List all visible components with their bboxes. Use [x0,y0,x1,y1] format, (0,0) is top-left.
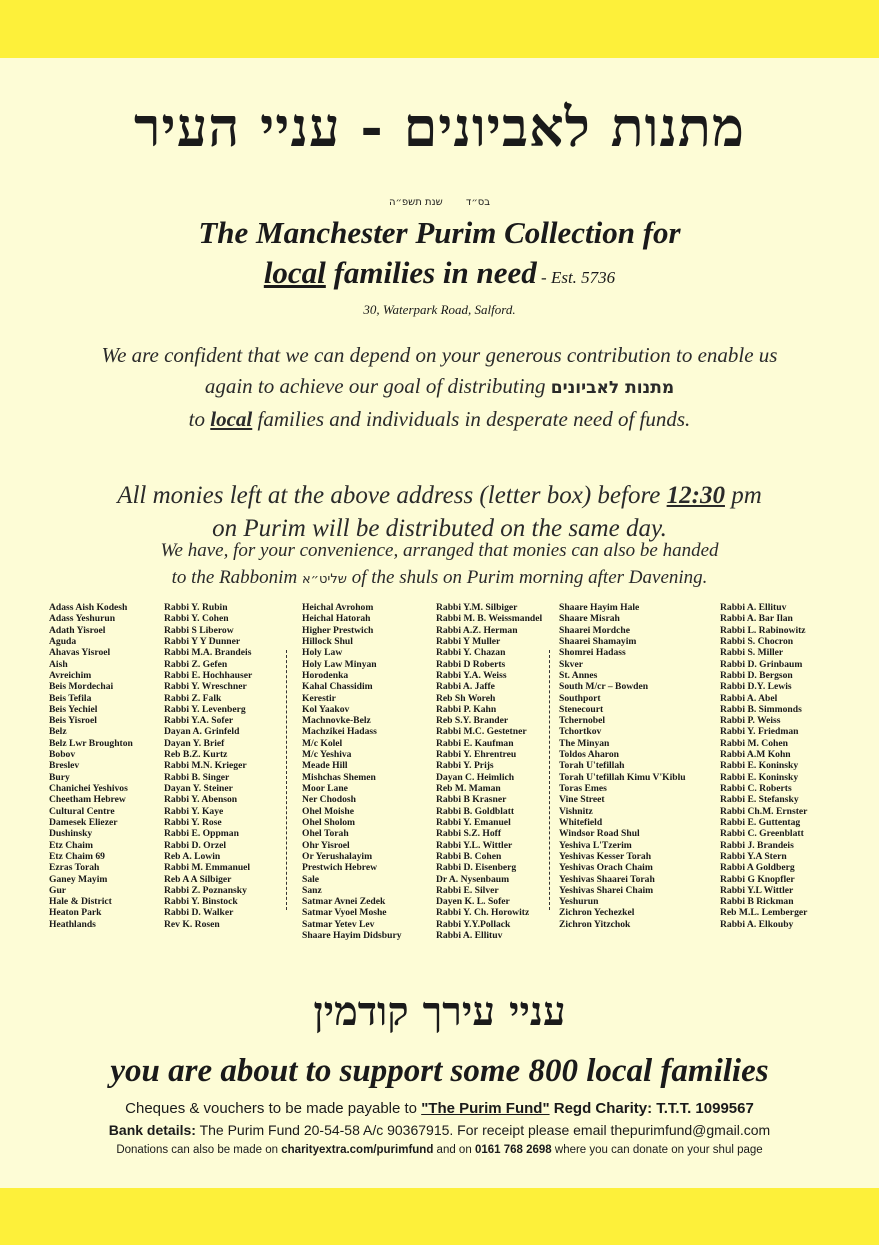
deadline-line-1 [40,479,839,512]
list-item: Rabbi Y. Rubin [164,602,228,613]
address: 30, Waterpark Road, Salford. [363,302,516,317]
list-item: Higher Prestwich [302,624,374,636]
list-item: Rabbi Y Muller [436,635,501,647]
list-item: Heathlands [49,918,96,930]
title-local: local [263,255,326,290]
list-item: Rabbi D. Grinbaum [720,658,803,670]
deadline-line-1-end: pm [724,482,762,509]
convenience-line-2-rest: of the shuls on Purim morning after Davening. [346,567,708,588]
list-item: Rabbi E. Silver [436,884,499,896]
list-item: Reb A A Silbiger [164,873,232,885]
list-item: Zichron Yechezkel [559,907,635,919]
list-item: Rabbi Y. Wreschner [164,681,247,693]
list-item: Adass Aish Kodesh [49,602,128,613]
list-item: Rabbi Y. Kaye [164,805,224,817]
intro-line-1: We are confident that we can depend on your generous contribution to enable us [101,343,778,367]
donate-start: Donations can also be made on [116,1144,282,1156]
list-item: Dayan C. Heimlich [436,771,515,783]
intro-line-3 [40,404,839,435]
list-item: Vishnitz [559,805,593,817]
shul-rabbonim-list [49,602,849,950]
donate-mid: and on [433,1144,475,1156]
list-item: Rabbi Y.Y.Pollack [436,918,511,930]
list-item: Heaton Park [49,907,102,919]
shul-column-1 [49,602,133,930]
list-item: Yeshivas Shaarei Torah [559,873,655,885]
list-item: Rabbi M. B. Weissmandel [436,613,543,625]
list-item: Reb M.L. Lemberger [720,907,808,919]
list-item: Rabbi Y. Binstock [164,896,238,908]
list-item: Zichron Yitzchok [559,918,631,930]
list-item: Rabbi Z. Poznansky [164,884,247,896]
list-item: Rabbi Y.L Wittler [720,884,794,896]
list-item: Dr A. Nysenbaum [436,873,510,885]
list-item: Rabbi Y. Ch. Horowitz [436,907,530,919]
list-item: Dayan Y. Brief [164,737,225,749]
list-item: Rabbi Z. Falk [164,692,222,704]
list-item: Rabbi Y. Emanuel [436,816,511,828]
list-item: Rabbi Y Y Dunner [164,635,241,647]
list-item: Rabbi P. Weiss [720,715,781,727]
list-item: Rabbi Y. Cohen [164,613,229,625]
list-item: Rabbi E. Guttentag [720,816,801,828]
title-est: - Est. 5736 [536,268,616,287]
list-item: Cheetham Hebrew [49,794,126,806]
list-item: Rabbi E. Stefansky [720,794,799,806]
list-item: Rabbi A. Jaffe [436,681,495,693]
bottom-yellow-band [0,1188,879,1245]
list-item: Shaare Misrah [559,613,620,625]
list-item: Rev K. Rosen [164,918,220,930]
list-item: Ohel Sholom [302,816,356,828]
convenience-paragraph [40,537,839,593]
list-item: Rabbi M.C. Gestetner [436,726,527,738]
shul-column-3 [559,602,686,930]
list-item: Rabbi D. Orzel [164,839,227,851]
list-item: Rabbi E. Koninsky [720,771,799,783]
list-item: Adass Yeshurun [49,613,116,625]
intro-paragraph [40,340,839,435]
list-item: Torah U'tefillah Kimu V'Kiblu [559,771,686,783]
list-item: Rabbi A. Abel [720,692,778,704]
list-item: Hale & District [49,896,112,908]
list-item: Rabbi J. Brandeis [720,839,794,851]
list-item: Rabbi E. Oppman [164,828,239,840]
list-item: Aish [49,658,68,670]
list-item: Reb A. Lowin [164,850,221,862]
list-item: Ganey Mayim [49,873,108,885]
convenience-line-1: We have, for your convenience, arranged that monies can also be handed [160,540,719,561]
cheques-line [0,1100,879,1117]
list-item: Damesek Eliezer [49,816,118,828]
list-item: Heichal Hatorah [302,613,371,625]
list-item: Rabbi A. Ellituv [436,930,503,942]
charity-number: Regd Charity: T.T.T. 1099567 [549,1100,754,1117]
list-item: Kol Yaakov [302,703,350,715]
list-item: Ohr Yisroel [302,839,350,851]
list-item: Avreichim [49,669,92,681]
list-item: Rabbi B. Goldblatt [436,805,515,817]
list-item: Rabbi Y.A. Sofer [164,715,234,727]
list-item: The Minyan [559,737,610,749]
hebrew-bsd: בס״ד [465,197,491,208]
list-item: Rabbi A. Ellituv [720,602,787,613]
list-item: Moor Lane [302,783,348,794]
list-item: Satmar Avnei Zedek [302,896,386,908]
list-item: Rabbi S. Chocron [720,635,794,647]
list-item: Ner Chodosh [302,794,356,806]
rabbi-column-2 [436,602,542,941]
list-item: Reb S.Y. Brander [436,715,509,727]
list-item: Rabbi Y.L. Wittler [436,839,513,851]
list-item: Rabbi S.Z. Hoff [436,828,502,840]
list-item: Shaarei Mordche [559,624,630,636]
list-item: Ezras Torah [49,862,100,874]
list-item: Rabbi A Goldberg [720,862,795,874]
intro-line-2 [40,371,839,404]
list-item: Rabbi C. Greenblatt [720,828,804,840]
list-item: Rabbi A. Elkouby [720,918,794,930]
list-item: Aguda [49,635,77,647]
list-item: Etz Chaim 69 [49,850,105,862]
title-families: families in need [325,255,537,290]
list-item: Rabbi Z. Gefen [164,658,228,670]
hebrew-slogan: עניי עירך קודמין [313,988,566,1035]
list-item: Tchortkov [559,726,602,738]
list-item: Ahavas Yisroel [49,647,111,659]
list-item: Holy Law Minyan [302,658,377,670]
convenience-hebrew: שליט״א [301,572,347,587]
rabbi-column-1 [164,602,252,930]
list-item: Reb Sh Woreh [436,692,496,704]
list-item: Rabbi D. Eisenberg [436,862,517,874]
intro-line-2-text: again to achieve our goal of distributing [204,374,551,398]
list-item: Rabbi Y. Levenberg [164,703,246,715]
bank-details: The Purim Fund 20-54-58 A/c 90367915. For receipt please email thepurimfund@gmail.com [195,1122,771,1138]
list-item: Rabbi M.A. Brandeis [164,647,252,659]
list-item: Holy Law [302,647,343,659]
list-item: Rabbi D. Bergson [720,669,793,681]
list-item: Shaare Hayim Didsbury [302,930,402,942]
list-item: Reb M. Maman [436,783,501,794]
list-item: Hillock Shul [302,635,353,647]
list-item: Belz Lwr Broughton [49,737,133,749]
list-item: St. Annes [559,669,598,681]
list-item: Rabbi M.N. Krieger [164,760,247,772]
list-item: Ohel Moishe [302,805,354,817]
list-item: Satmar Vyoel Moshe [302,907,387,919]
list-item: Belz [49,726,67,738]
list-item: Horodenka [302,669,349,681]
list-item: Rabbi Y. Abenson [164,794,238,806]
bank-details-line [0,1122,879,1138]
deadline-time: 12:30 [666,482,725,509]
list-item: M/c Yeshiva [302,749,352,761]
deadline-line-1-start: All monies left at the above address (letter box) before [117,482,667,509]
list-item: Rabbi Y.M. Silbiger [436,602,518,613]
list-item: Chanichei Yeshivos [49,783,128,794]
shul-column-2 [302,602,402,941]
list-item: Rabbi E. Hochhauser [164,669,253,681]
list-item: Rabbi E. Koninsky [720,760,799,772]
list-item: Toras Emes [559,783,607,794]
list-item: Adath Yisroel [49,624,106,636]
list-item: Rabbi Y. Rose [164,816,222,828]
deadline-paragraph [40,479,839,545]
list-item: Reb B.Z. Kurtz [164,749,228,761]
list-item: Rabbi B. Singer [164,771,230,783]
hebrew-year: שנת תשפ״ה [388,197,443,208]
convenience-line-2-start: to the Rabbonim [171,567,302,588]
fund-name: "The Purim Fund" [421,1100,550,1117]
list-item: Windsor Road Shul [559,828,640,840]
list-item: South M/cr – Bowden [559,681,649,693]
list-item: Torah U'tefillah [559,760,625,772]
list-item: Rabbi Y. Ehrentreu [436,749,517,761]
list-item: Beis Yisroel [49,715,97,727]
list-item: Rabbi C. Roberts [720,783,792,794]
list-item: Rabbi S Liberow [164,624,234,636]
list-item: Southport [559,692,601,704]
list-item: Meade Hill [302,760,348,772]
list-item: Dayan Y. Steiner [164,783,233,794]
list-item: Machzikei Hadass [302,726,377,738]
list-item: Yeshivas Sharei Chaim [559,884,654,896]
hebrew-date-line [0,197,879,208]
list-item: M/c Kolel [302,737,343,749]
list-item: Rabbi D. Walker [164,907,234,919]
list-item: Rabbi S. Miller [720,647,784,659]
list-item: Rabbi M. Emmanuel [164,862,251,874]
list-item: Rabbi Y.A. Weiss [436,669,507,681]
list-item: Rabbi B. Simmonds [720,703,802,715]
list-item: Rabbi Y. Prijs [436,760,494,772]
list-item: Vine Street [559,794,605,806]
hebrew-title: מתנות לאביונים - עניי העיר [134,95,745,159]
list-item: Beis Yechiel [49,703,98,715]
list-item: Satmar Yetev Lev [302,918,375,930]
list-item: Shaarei Shamayim [559,635,637,647]
list-item: Machnovke-Belz [302,715,371,727]
list-item: Tchernobel [559,715,606,727]
list-item: Skver [559,658,583,670]
list-item: Breslev [49,760,80,772]
list-item: Rabbi B Rickman [720,896,794,908]
list-item: Kerestir [302,692,336,704]
donate-website: charityextra.com/purimfund [281,1144,434,1156]
list-item: Etz Chaim [49,839,93,851]
column-separator [549,650,550,910]
list-item: Gur [49,884,67,896]
intro-line-3-rest: families and individuals in desperate need of funds. [252,407,691,431]
list-item: Ohel Torah [302,828,349,840]
list-item: Yeshiva L'Tzerim [559,839,632,851]
list-item: Beis Mordechai [49,681,114,693]
support-line: you are about to support some 800 local families [110,1053,769,1089]
column-separator [286,650,287,910]
list-item: Prestwich Hebrew [302,862,378,874]
list-item: Shomrei Hadass [559,647,626,659]
list-item: Rabbi A.Z. Herman [436,624,518,636]
list-item: Rabbi L. Rabinowitz [720,624,806,636]
list-item: Bury [49,771,70,783]
list-item: Rabbi A.M Kohn [720,749,791,761]
list-item: Shaare Hayim Hale [559,602,640,613]
rabbi-column-3 [720,602,807,930]
page-title: The Manchester Purim Collection for [198,215,681,250]
intro-local: local [210,407,253,431]
top-yellow-band [0,0,879,58]
convenience-line-2 [40,564,839,593]
list-item: Rabbi Y. Chazan [436,647,506,659]
bank-label: Bank details: [108,1122,196,1138]
list-item: Rabbi P. Kahn [436,703,497,715]
list-item: Beis Tefila [49,692,92,704]
list-item: Rabbi E. Kaufman [436,737,514,749]
list-item: Stenecourt [559,703,604,715]
donate-end: where you can donate on your shul page [551,1144,763,1156]
list-item: Heichal Avrohom [302,602,374,613]
intro-hebrew: מתנות לאביונים [550,378,675,398]
list-item: Rabbi D Roberts [436,658,506,670]
list-item: Or Yerushalayim [302,850,373,862]
list-item: Mishchas Shemen [302,771,376,783]
list-item: Rabbi G Knopfler [720,873,795,885]
list-item: Sanz [302,884,322,896]
list-item: Rabbi M. Cohen [720,737,788,749]
cheques-start: Cheques & vouchers to be made payable to [125,1100,422,1117]
list-item: Rabbi D.Y. Lewis [720,681,792,693]
list-item: Rabbi B Krasner [436,794,507,806]
intro-line-3-start: to [188,407,211,431]
list-item: Toldos Aharon [559,749,619,761]
list-item: Rabbi Ch.M. Ernster [720,805,808,817]
list-item: Dushinsky [49,828,93,840]
page-subtitle [0,255,879,291]
list-item: Cultural Centre [49,805,115,817]
list-item: Sale [302,873,320,885]
list-item: Rabbi A. Bar Ilan [720,613,793,625]
list-item: Yeshurun [559,896,599,908]
list-item: Bobov [49,749,76,761]
list-item: Yeshivas Orach Chaim [559,862,653,874]
list-item: Whitefield [559,816,603,828]
list-item: Dayan A. Grinfeld [164,726,240,738]
deadline-line-2: on Purim will be distributed on the same day. [212,515,667,542]
list-item: Rabbi Y. Friedman [720,726,799,738]
list-item: Dayen K. L. Sofer [436,896,510,908]
list-item: Rabbi B. Cohen [436,850,502,862]
list-item: Yeshivas Kesser Torah [559,850,652,862]
list-item: Rabbi Y.A Stern [720,850,787,862]
donate-phone: 0161 768 2698 [474,1144,552,1156]
list-item: Kahal Chassidim [302,681,373,693]
donation-line [0,1144,879,1156]
